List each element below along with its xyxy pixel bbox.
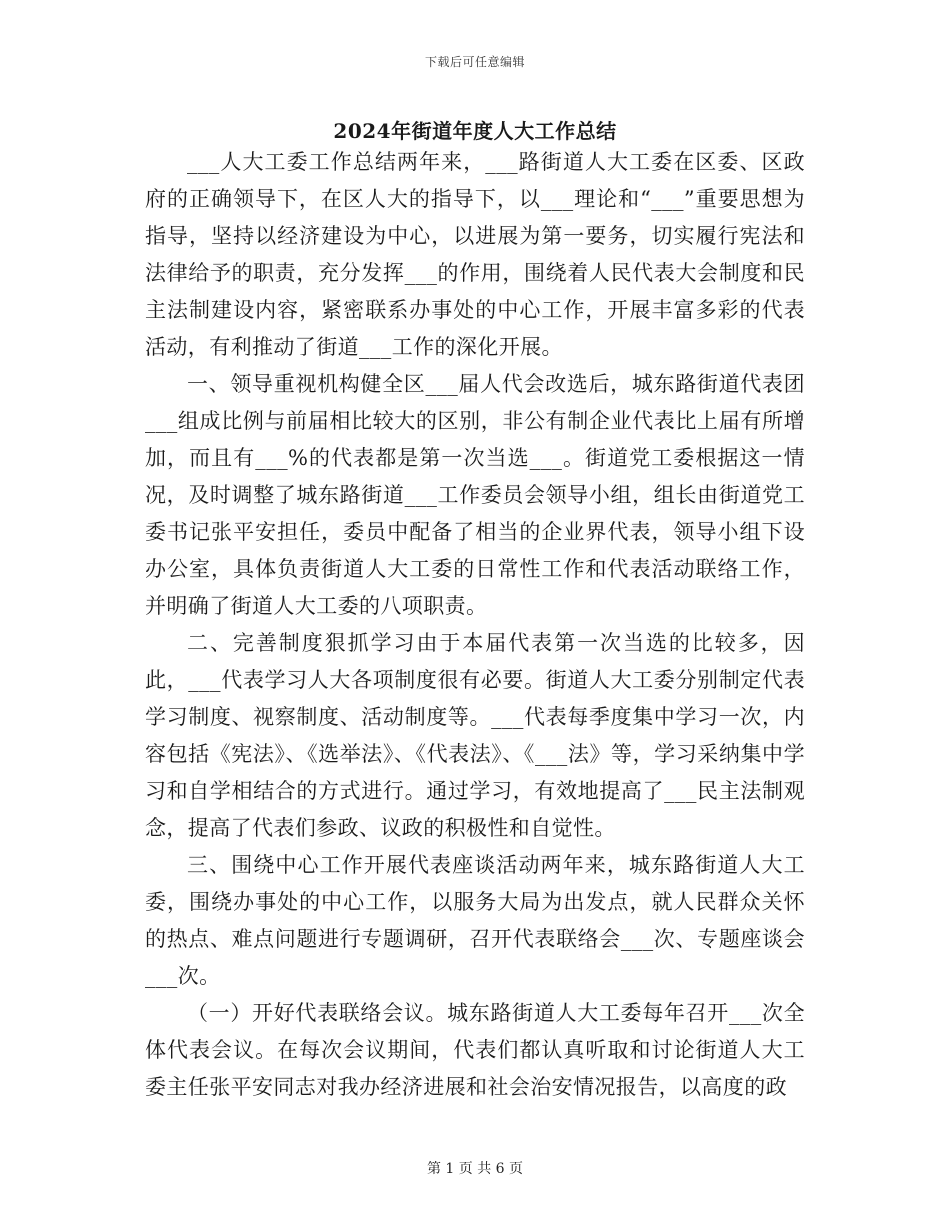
- paragraph-section-3: 三、围绕中心工作开展代表座谈活动两年来，城东路街道人大工委，围绕办事处的中心工作，以服务大局为出发点，就人民群众关怀的热点、难点问题进行专题调研，召开代表联络会___次、专题座谈会___次。: [145, 853, 805, 988]
- paragraph-subsection-1: （一）开好代表联络会议。城东路街道人大工委每年召开___次全体代表会议。在每次会议期间，代表们都认真听取和讨论街道人大工委主任张平安同志对我办经济进展和社会治安情况报告，以高度的政: [145, 1001, 805, 1099]
- header-note: 下载后可任意编辑: [424, 55, 525, 69]
- paragraph-intro: ___人大工委工作总结两年来，___路街道人大工委在区委、区政府的正确领导下，在区人大的指导下，以___理论和“___”重要思想为指导，坚持以经济建设为中心，以进展为第一要务，切实履行宪法和法律给予的职责，充分发挥___的作用，围绕着人民代表大会制度和民主法制建设内容，紧密联系办事处的中心工作，开展丰富多彩的代表活动，有利推动了街道___工作的深化开展。: [145, 150, 805, 359]
- document-body: [145, 144, 805, 1106]
- page-number: 第 1 页 共 6 页: [426, 1161, 524, 1177]
- document-title: 2024年街道年度人大工作总结: [333, 119, 617, 143]
- paragraph-section-1: 一、领导重视机构健全区___届人代会改选后，城东路街道代表团___组成比例与前届相比较大的区别，非公有制企业代表比上届有所增加，而且有___%的代表都是第一次当选___。街道党工委根据这一情况，及时调整了城东路街道___工作委员会领导小组，组长由街道党工委书记张平安担任，委员中配备了相当的企业界代表，领导小组下设办公室，具体负责街道人大工委的日常性工作和代表活动联络工作，并明确了街道人大工委的八项职责。: [145, 372, 805, 618]
- paragraph-section-2: 二、完善制度狠抓学习由于本届代表第一次当选的比较多，因此，___代表学习人大各项制度很有必要。街道人大工委分别制定代表学习制度、视察制度、活动制度等。___代表每季度集中学习一次，内容包括《宪法》、《选举法》、《代表法》、《___法》等，学习采纳集中学习和自学相结合的方式进行。通过学习，有效地提高了___民主法制观念，提高了代表们参政、议政的积极性和自觉性。: [145, 631, 805, 840]
